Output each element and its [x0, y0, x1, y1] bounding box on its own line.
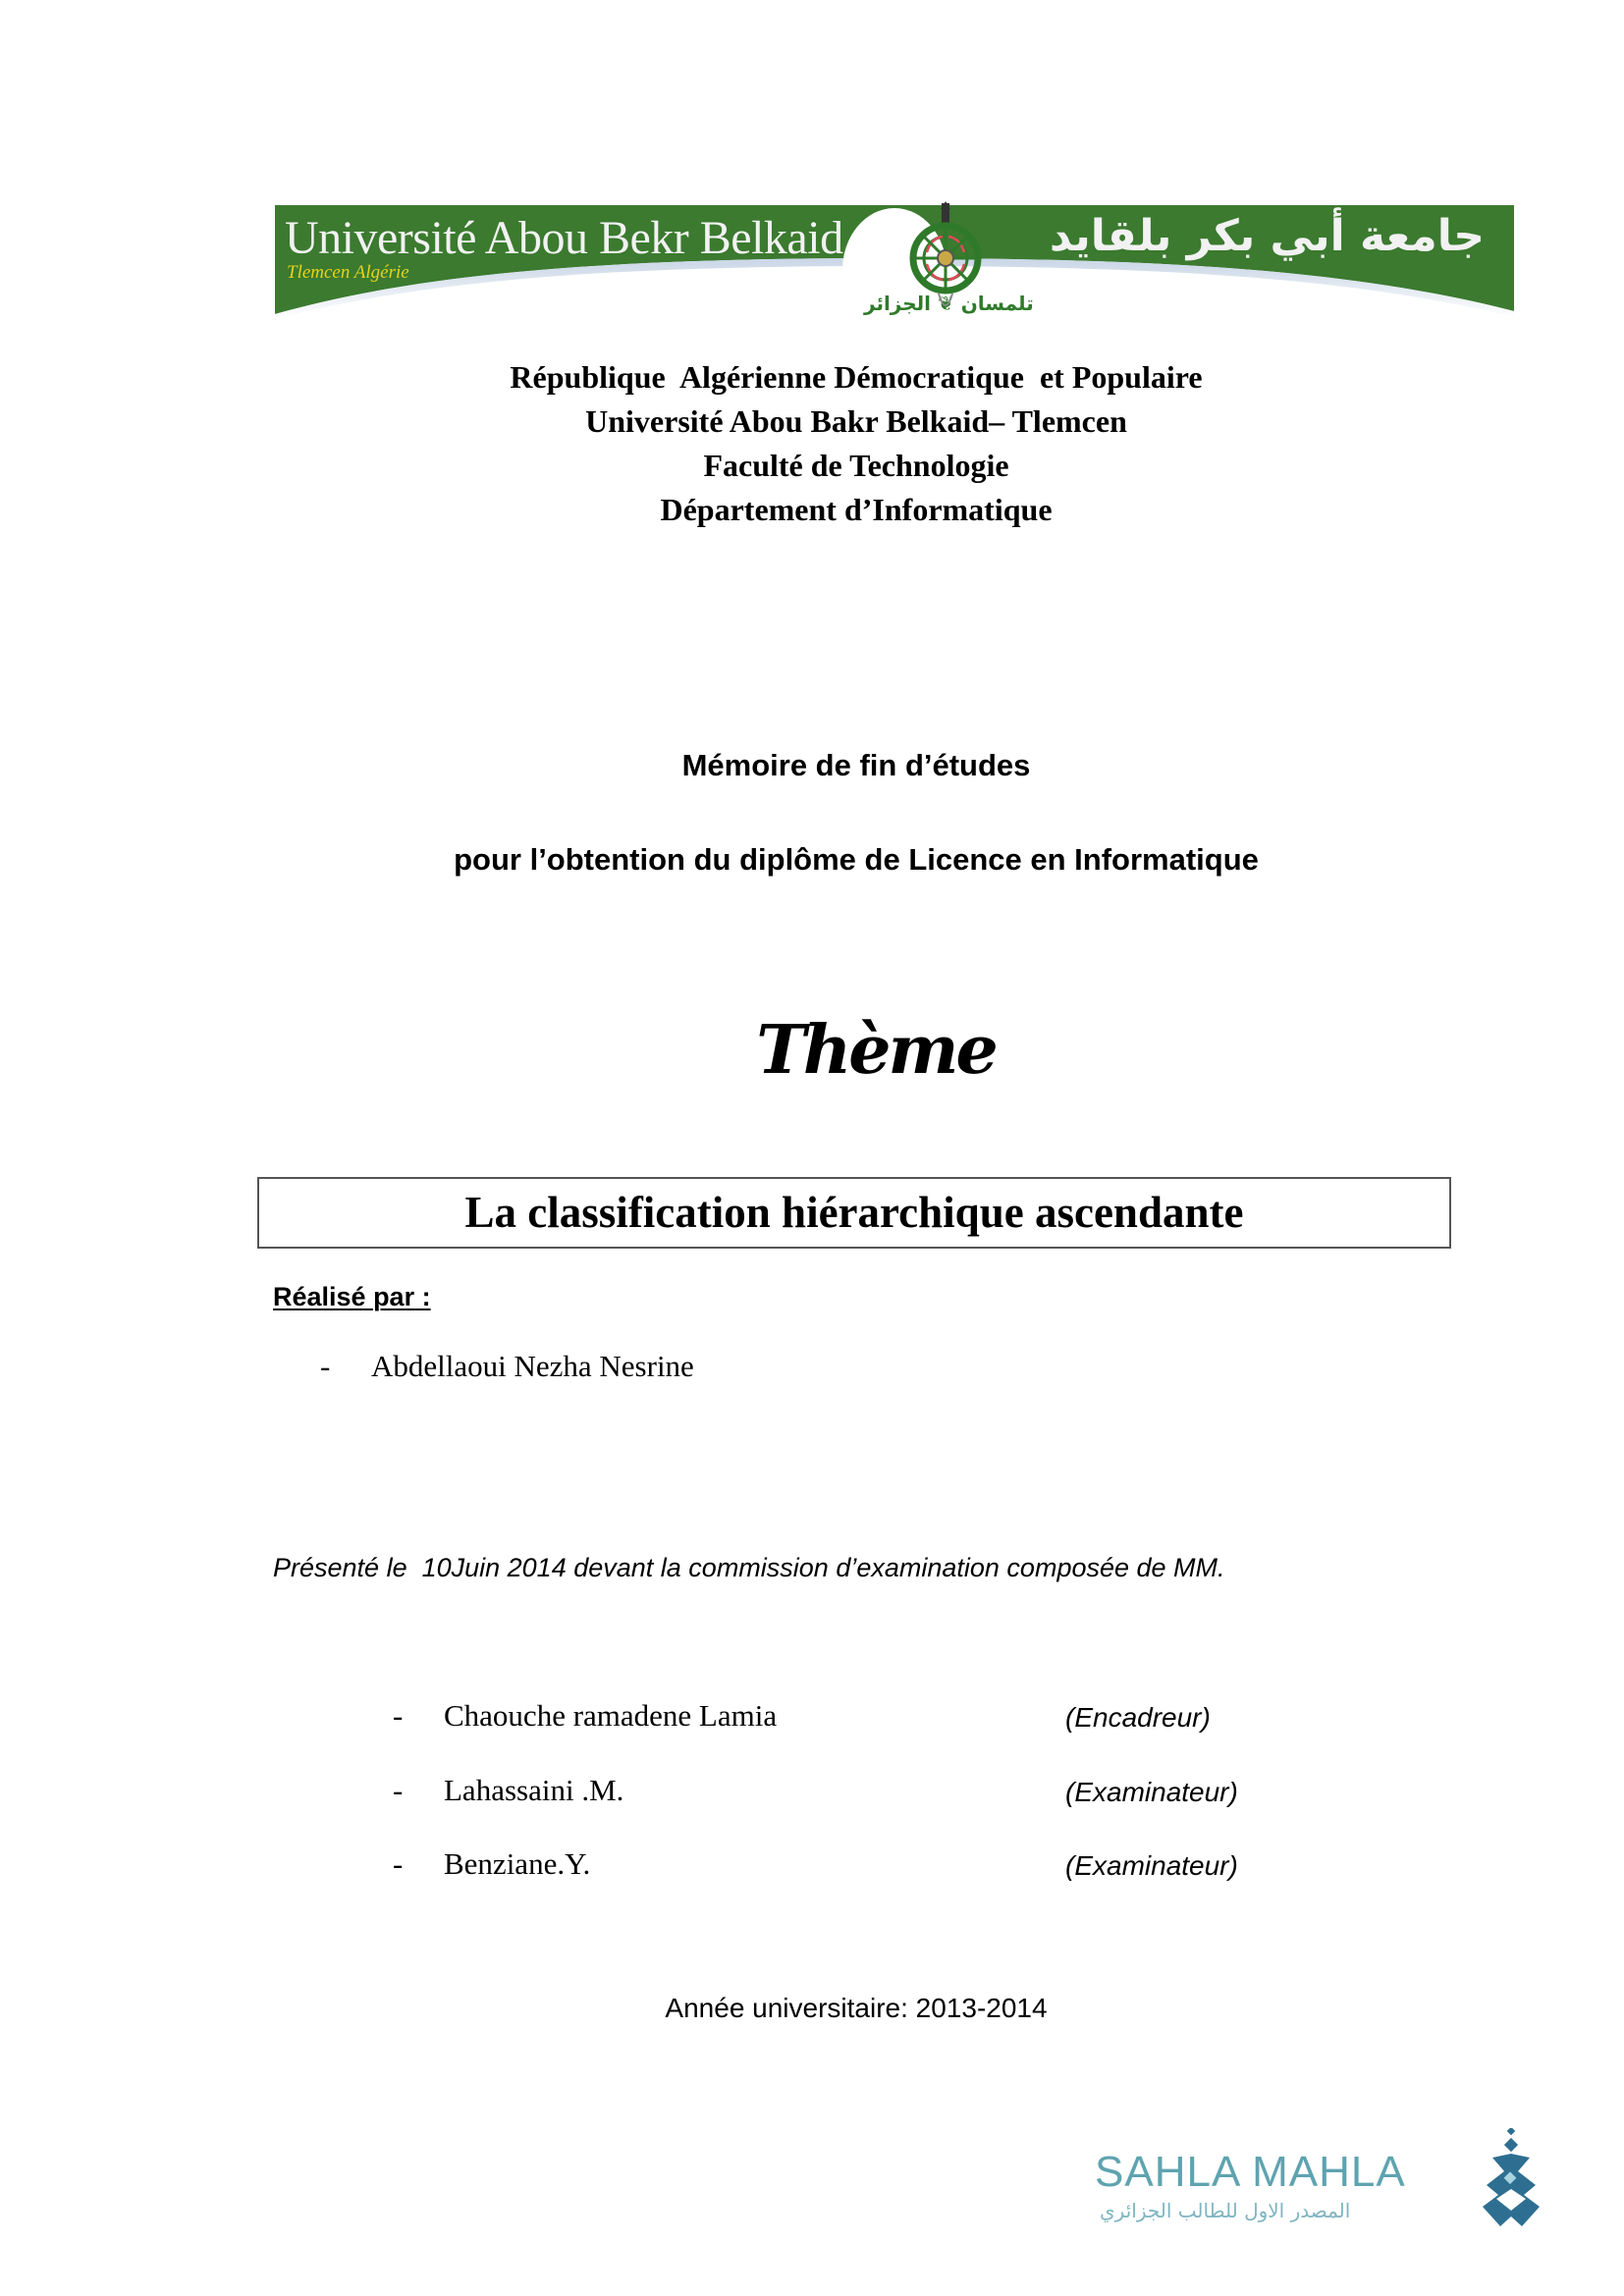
banner-university-name-ar: جامعة أبي بكر بلقايد — [1049, 211, 1485, 261]
sahla-mahla-logo-icon — [1473, 2128, 1551, 2231]
department-line: Département d’Informatique — [660, 492, 1053, 527]
academic-year: Année universitaire: 2013-2014 — [665, 1993, 1048, 2023]
jury-name: Chaouche ramadene Lamia — [444, 1698, 778, 1733]
jury-member — [393, 1846, 1276, 1896]
banner-location: Tlemcen Algérie — [287, 262, 409, 283]
banner-university-name-fr: Université Abou Bekr Belkaid — [285, 212, 843, 264]
watermark-title: SAHLA MAHLA — [1095, 2148, 1406, 2196]
bullet-dash: - — [320, 1349, 331, 1383]
author-item — [320, 1349, 694, 1384]
presentation-statement: Présenté le 10Juin 2014 devant la commission d’examination composée de MM. — [273, 1553, 1225, 1582]
realise-par-label: Réalisé par : — [273, 1282, 431, 1311]
university-banner — [275, 201, 1514, 319]
sahla-mahla-watermark — [1095, 2128, 1556, 2236]
jury-name: Lahassaini .M. — [444, 1773, 624, 1807]
jury-member — [393, 1773, 1276, 1822]
diploma-line: pour l’obtention du diplôme de Licence en Informatique — [454, 842, 1259, 877]
bullet-dash: - — [393, 1773, 404, 1807]
watermark-subtitle: المصدر الاول للطالب الجزائري — [1100, 2199, 1351, 2222]
theme-label: Thème — [756, 1011, 996, 1090]
jury-role: (Examinateur) — [1065, 1777, 1238, 1807]
university-line: Université Abou Bakr Belkaid– Tlemcen — [585, 403, 1127, 439]
faculty-line: Faculté de Technologie — [703, 448, 1009, 483]
jury-member — [393, 1698, 1276, 1747]
memoire-heading: Mémoire de fin d’études — [681, 748, 1031, 782]
banner-city-ar: تلمسان ❦ الجزائر — [864, 292, 1034, 315]
bullet-dash: - — [393, 1846, 404, 1881]
jury-role: (Examinateur) — [1065, 1850, 1238, 1881]
jury-name: Benziane.Y. — [444, 1846, 591, 1881]
author-name: Abdellaoui Nezha Nesrine — [371, 1349, 694, 1383]
republic-line: République Algérienne Démocratique et Populaire — [510, 359, 1203, 395]
bullet-dash: - — [393, 1698, 404, 1733]
institution-header — [0, 355, 1624, 532]
thesis-title: La classification hiérarchique ascendante — [257, 1177, 1451, 1249]
university-emblem-icon — [892, 201, 1000, 319]
jury-role: (Encadreur) — [1065, 1702, 1211, 1733]
